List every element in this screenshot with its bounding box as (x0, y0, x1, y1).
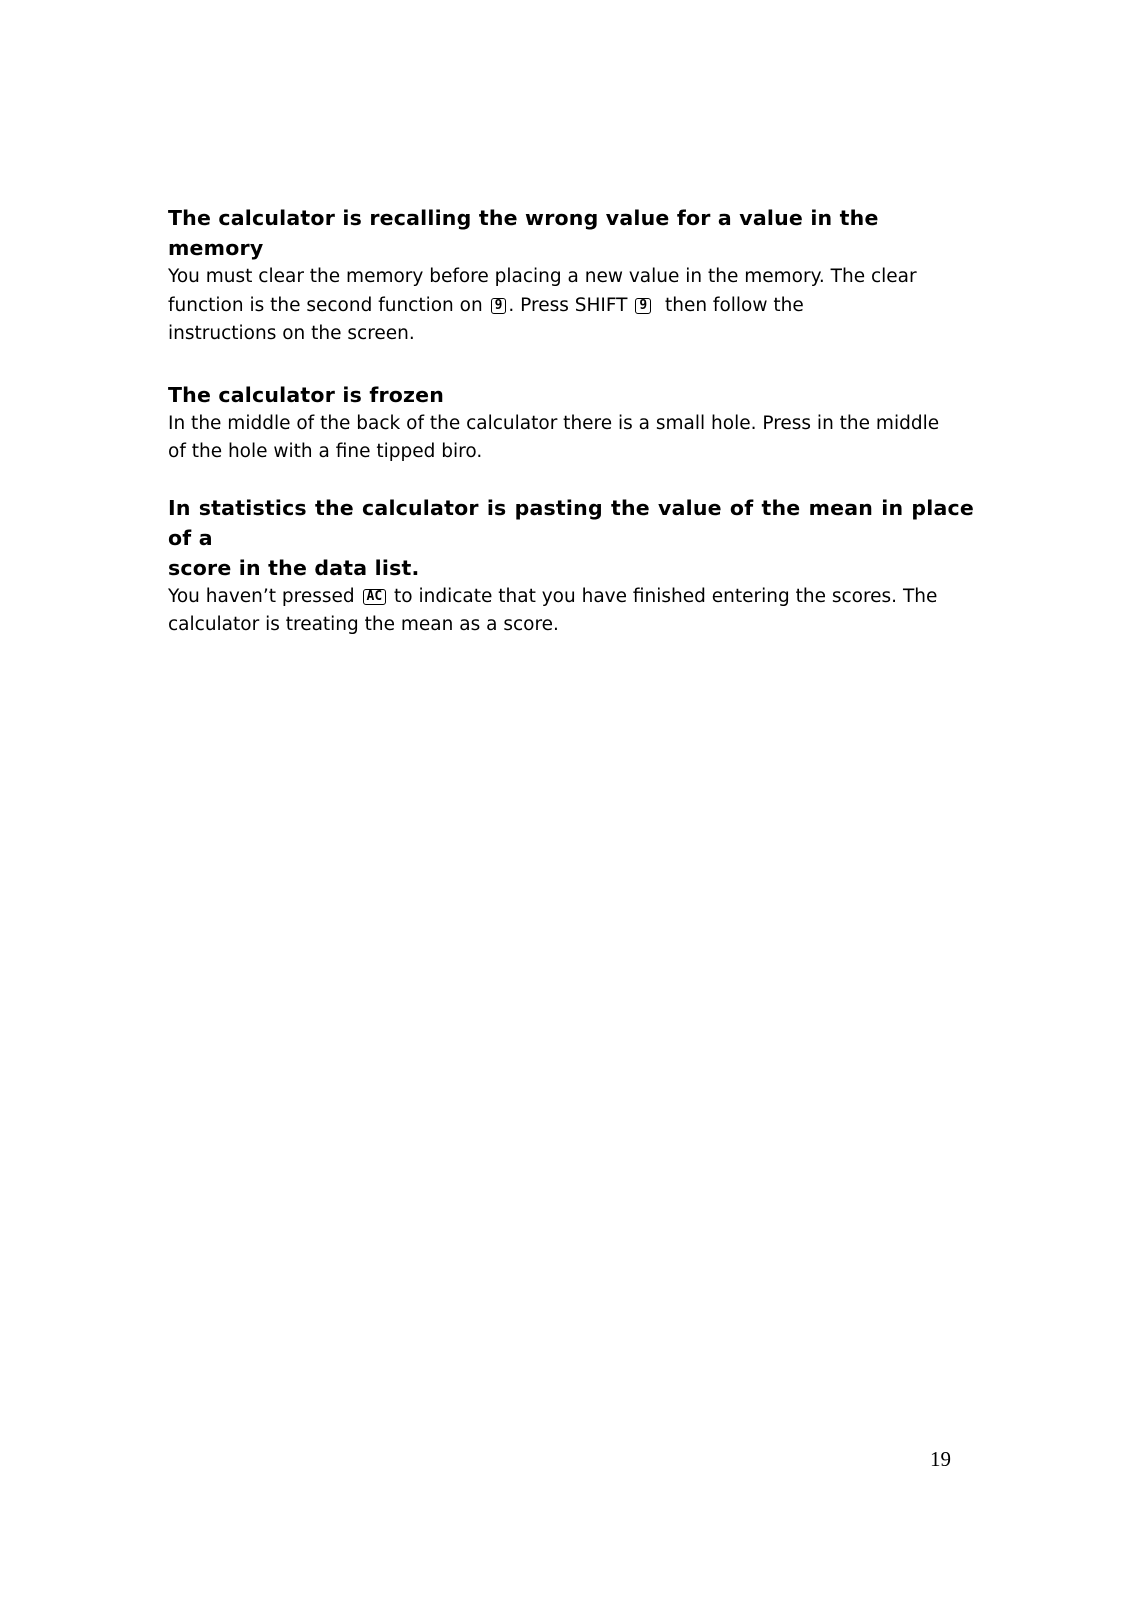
key-ac-icon: AC (363, 589, 387, 605)
section-memory-recall (168, 203, 974, 349)
section-heading-continued: score in the data list. (168, 555, 420, 580)
key-9-icon: 9 (491, 298, 507, 314)
body-line: instructions on the screen. (168, 323, 415, 344)
body-line: You haven’t pressed AC to indicate that you have finished entering the scores. The (168, 585, 938, 607)
section-statistics-mean (168, 493, 974, 640)
section-heading: The calculator is frozen (168, 382, 445, 407)
body-line: You must clear the memory before placing a new value in the memory. The clear (168, 266, 917, 287)
body-line: calculator is treating the mean as a score. (168, 614, 559, 635)
body-line: In the middle of the back of the calculator there is a small hole. Press in the middle (168, 412, 940, 434)
section-frozen (168, 380, 974, 467)
section-heading: In statistics the calculator is pasting the value of the mean in place of a (168, 495, 974, 550)
page-number: 19 (930, 1447, 951, 1471)
page-content (168, 203, 974, 640)
key-9-icon: 9 (635, 298, 651, 314)
section-heading: The calculator is recalling the wrong value for a value in the memory (168, 206, 879, 260)
body-line: function is the second function on 9 . Press SHIFT 9 then follow the (168, 294, 804, 316)
body-line: of the hole with a fine tipped biro. (168, 441, 483, 462)
